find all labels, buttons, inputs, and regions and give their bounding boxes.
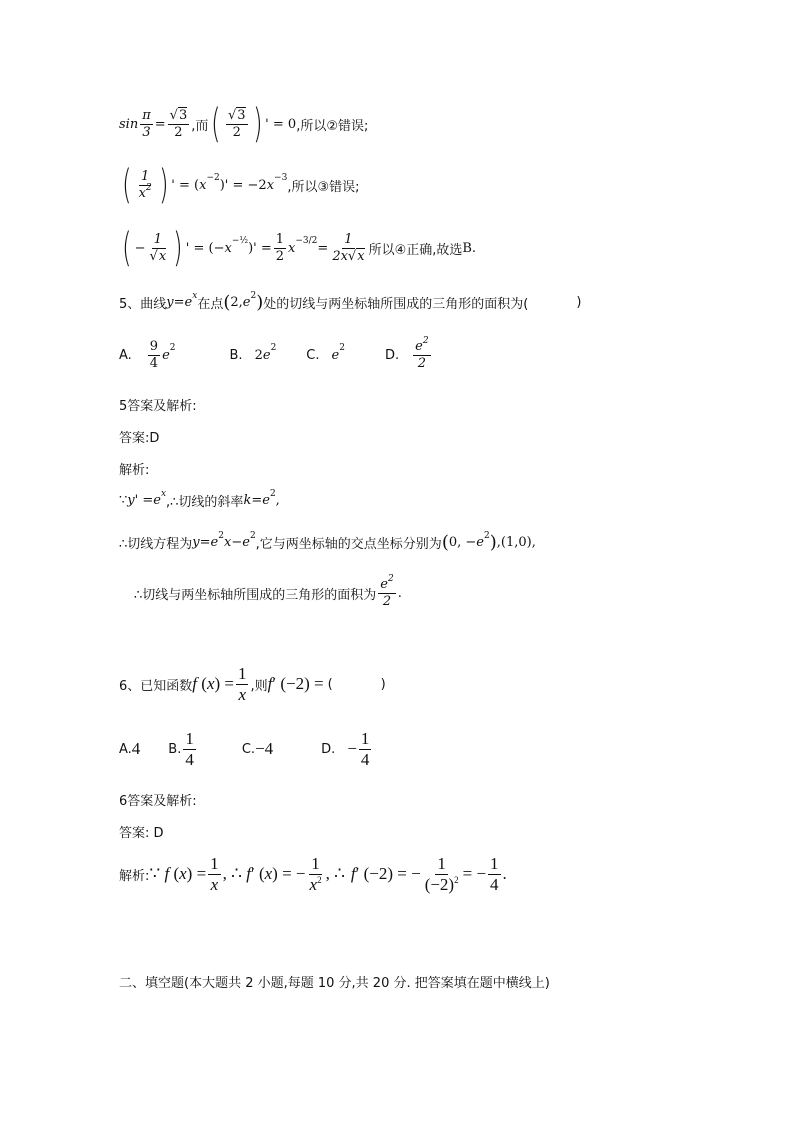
fraction-pi-over-3: $\frac{\pi}{3}$	[142, 107, 151, 140]
q6-option-b: B. $\frac{1}{4}$	[168, 729, 194, 769]
q6-option-d-label: D.	[321, 741, 336, 757]
q6-prefix: 6、已知函数	[119, 678, 193, 694]
q5-step-3: ∴切线与两坐标轴所围成的三角形的面积为 $\frac{e^2}{2}$ .	[134, 574, 402, 609]
q6-then: ,则	[250, 678, 268, 694]
q5-step-2-prefix: ∴切线方程为	[119, 537, 193, 552]
math-sin-pi3: sin	[119, 116, 139, 132]
q5-prefix: 5、曲线	[119, 297, 167, 312]
q5-options	[119, 336, 433, 371]
fraction-sqrt3-over-2: $\frac{√3}{2}$	[169, 107, 188, 140]
q6-analysis: 解析: ∵ f (x) = $\frac{1}{x}$ , ∴ f′ (x) = − $\frac{1}{x^2}$ , ∴ f′ (−2) = − $\frac{1}{(-2)^2}$ = − $\frac{1}{4}$ .	[119, 854, 507, 894]
q5-option-b: B. 2 e 2	[229, 343, 277, 363]
q5-option-b-label: B.	[229, 347, 243, 363]
q6-option-c: C. −4	[241, 739, 274, 759]
q5-option-d-label: D.	[384, 347, 400, 363]
prev-solution-line-2: ( $\frac{1}{x^2}$ ) ' = ( x −2 )' = −2 x −3 ,所以③错误;	[122, 162, 360, 208]
prev-solution-choice: B.	[462, 240, 477, 256]
q5-step-1: ∵ y ' = e x ,∴切线的斜率 k = e 2 ,	[119, 488, 280, 510]
q6-option-a: A. 4	[119, 739, 141, 759]
q6-option-b-label: B.	[168, 741, 182, 757]
q6-options	[119, 730, 373, 769]
q6-option-d: D. − $\frac{1}{4}$	[321, 729, 370, 769]
fraction-half: $\frac{1}{2}$	[275, 231, 285, 264]
q6-option-c-label: C.	[241, 741, 256, 757]
q5-stem: 5、曲线 y = e x 在点 ( 2, e 2 ) 处的切线与两坐标轴所围成的三角形的面积为( )	[119, 290, 582, 313]
q6-option-a-label: A.	[119, 741, 132, 757]
q5-option-c-label: C.	[306, 347, 320, 363]
q5-step-1-text: ,∴切线的斜率	[166, 495, 244, 510]
q6-close-paren: )	[380, 676, 386, 692]
q5-step-3-text: ∴切线与两坐标轴所围成的三角形的面积为	[134, 587, 377, 603]
prev-solution-line-1: sin $\frac{\pi}{3}$ = $\frac{√3}{2}$ ,而 ( $\frac{√3}{2}$ ) ' = 0 ,所以②错误;	[119, 101, 369, 147]
fraction-1-over-x2: $\frac{1}{x^2}$	[138, 168, 152, 201]
q5-option-c: C. e 2	[306, 343, 345, 363]
prev-solution-text-2: ,所以③错误;	[287, 179, 360, 195]
q5-step-2-mid: ,它与两坐标轴的交点坐标分别为	[255, 537, 442, 552]
q5-option-d: D. $\frac{e^2}{2}$	[384, 336, 429, 371]
prev-solution-text-3: 所以④正确,故选	[368, 242, 463, 258]
q6-analysis-label: 解析:	[119, 868, 150, 884]
q5-suffix: 处的切线与两坐标轴所围成的三角形的面积为(	[263, 297, 529, 312]
q5-option-a: A. $\frac{9}{4}$ e 2	[119, 339, 176, 371]
q5-option-a-label: A.	[119, 347, 132, 363]
fraction-sqrt3-over-2-paren: $\frac{√3}{2}$	[227, 107, 246, 140]
section-2-heading: 二、填空题(本大题共 2 小题,每题 10 分,共 20 分. 把答案填在题中横线上)	[119, 976, 550, 991]
q6-stem: 6、已知函数 f (x) = $\frac{1}{x}$ ,则 f′ (−2) = ( )	[119, 664, 386, 704]
q6-answer-heading: 6答案及解析:	[119, 794, 197, 809]
q5-mid: 在点	[197, 297, 224, 312]
prev-solution-line-3: ( − $\frac{1}{√x}$ ) ' = (− x −½ )' = $\frac{1}{2}$ x −3/2 = $\frac{1}{2x√x}$ 所以④正确,故选 B.	[122, 225, 477, 271]
q5-step-2: ∴切线方程为 y = e 2 x − e 2 ,它与两坐标轴的交点坐标分别为 ( 0, − e 2 ) ,(1,0),	[119, 530, 536, 553]
q6-open-paren: (	[327, 676, 333, 692]
q5-answer: 答案:D	[119, 431, 160, 446]
fraction-1-over-sqrtx: $\frac{1}{√x}$	[149, 231, 167, 264]
q5-analysis-label: 解析:	[119, 463, 150, 478]
q5-close-paren: )	[576, 295, 582, 310]
prev-solution-text-1: ,所以②错误;	[296, 118, 369, 134]
fraction-1-over-2xsqrtx: $\frac{1}{2x√x}$	[332, 231, 365, 264]
q5-answer-heading: 5答案及解析:	[119, 399, 197, 414]
q6-answer: 答案: D	[119, 826, 164, 841]
